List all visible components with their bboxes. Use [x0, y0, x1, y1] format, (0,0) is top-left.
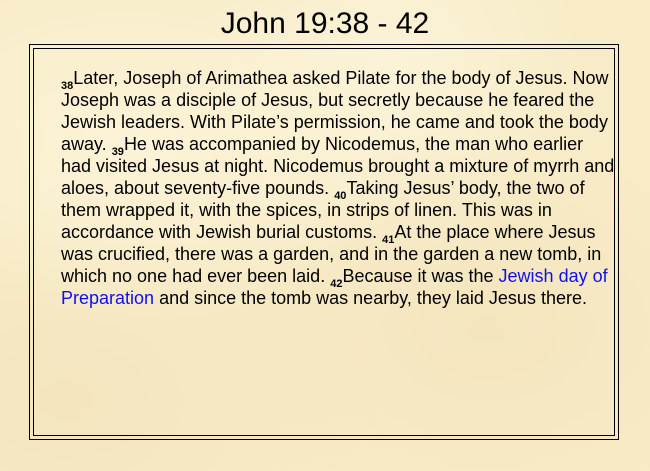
- verse-number-38: 38: [61, 80, 74, 92]
- verse-number-40: 40: [334, 190, 347, 202]
- verse-text-39: He was accompanied by Nicodemus, the man who earlier had visited Jesus at night. Nicodemus brought a mixture of myrrh and aloes, about seventy-five pounds.: [61, 134, 615, 198]
- verse-text-41: At the place where Jesus was crucified, there was a garden, and in the garden a new tomb, in which no one had ever been laid.: [61, 222, 602, 286]
- verse-text-40: Taking Jesus’ body, the two of them wrapped it, with the spices, in strips of linen. This was in accordance with Jewish burial customs.: [61, 178, 585, 242]
- verse-text-42-end: and since the tomb was nearby, they laid Jesus there.: [154, 288, 587, 308]
- scripture-passage: [61, 67, 617, 309]
- verse-text-38: Later, Joseph of Arimathea asked Pilate for the body of Jesus. Now Joseph was a disciple of Jesus, but secretly because he feared the Jewish leaders. With Pilate’s permission, he came and took the body away.: [61, 68, 609, 154]
- preparation-day-link[interactable]: Jewish day of Preparation: [61, 266, 608, 308]
- verse-number-39: 39: [111, 146, 124, 158]
- verse-text-42-start: Because it was the: [342, 266, 499, 286]
- verse-number-41: 41: [382, 234, 395, 246]
- verse-number-42: 42: [330, 278, 343, 290]
- page-title: John 19:38 - 42: [220, 7, 430, 40]
